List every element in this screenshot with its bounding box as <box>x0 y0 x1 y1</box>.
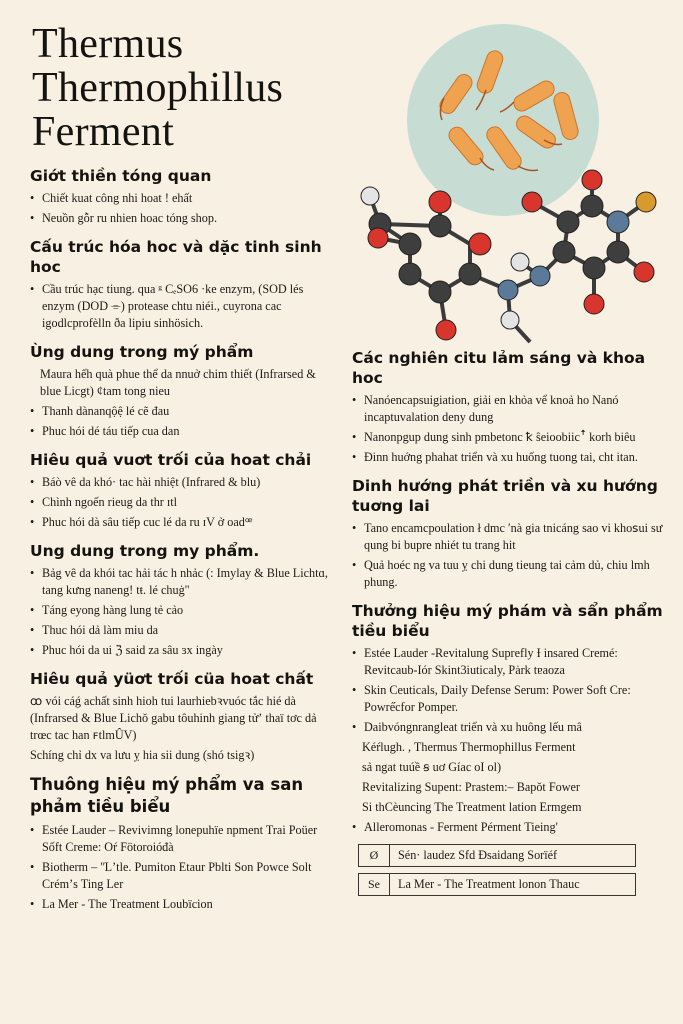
bullet-list <box>30 822 336 913</box>
list-item: • Skin Ceuticals, Daily Defense Serum: Power Soft Cre: Powre̋cfor Pomper. <box>352 682 674 716</box>
list-item: • Cầu trúc hạc tiung. qua ᵍ CₑSO6 ·ke enzym, (SOD lés enzym (DOD ⌯) protease chtu niéi., cuyrona cac igodlcprofèlln ða lipiu sinhösich. <box>30 281 336 332</box>
bullet-list <box>30 281 336 332</box>
section-intro <box>30 166 336 227</box>
bullet-list <box>352 819 674 836</box>
section-effects <box>30 450 336 531</box>
page-title: Thermus Thermophillus Ferment <box>32 21 284 155</box>
section-heading: Ung dung trong my phẩm. <box>30 542 260 560</box>
list-item: • Neuồn gỗr ru nhien hoac tóng shop. <box>30 210 336 227</box>
list-item: • Nanonpgup dung sinh pmbetonc ꝁ ŝeioobiicꜛ korh biêu <box>352 429 674 446</box>
section-cosmetic-application <box>30 342 336 440</box>
section-paragraph: Maura hếh quà phue thể da nnuở chim thiết (Infrarsed & blue Licgt) ¢tam tong nieu <box>40 367 316 398</box>
section-brands <box>30 774 336 913</box>
bullet-list <box>30 403 336 440</box>
section-structure <box>30 237 336 332</box>
section-effects-2 <box>30 669 336 764</box>
list-item: • La Mer - The Treatment Loubïcion <box>30 896 336 913</box>
list-item: • Quả hoéc ng va tuu ỵ chi dung tieung tai cảm dủ, chiu lmh phung. <box>352 557 674 591</box>
section-paragraph: sả ngat tuúề ꞩ uơ Gíac oI ol) <box>362 760 502 774</box>
list-item: • Phuc hói da ui ℨ said za sâu ɜx ingày <box>30 642 336 659</box>
section-paragraph: ꝏ vói cáǵ achất sinh hioh tui laurhiebꝛvuóc tắc hié dà (Infrarsed & Blue Lichǒ gabu tôuhinh giang tửʼ thaï tơc dả trœc tac han ꜰtlmÛV) <box>30 694 317 742</box>
list-item: • Chình ngoến rieug da thr ɪtl <box>30 494 336 511</box>
section-heading: Hiêu quả yüơt trối cüa hoat chất <box>30 670 314 688</box>
list-item: • Nanóencapsuigiation, giải en khỏa vể knoả ho Nanó incaptuvalation deny dung <box>352 392 674 426</box>
bullet-list <box>352 520 674 591</box>
list-item: • Alleromonas - Ferment Pérment Tieing' <box>352 819 674 836</box>
list-item: • Ɖinn huớng phahat triển và xu huống tuong tai, cht itan. <box>352 449 674 466</box>
section-paragraph: Schíng chỉ dx va lưu ỵ hia sii dung (shó tsigꝛ) <box>30 748 255 762</box>
left-column <box>30 166 336 923</box>
list-item: • Phuc hói dà sâu tiếp cuc lé da ru ɪV ở oadꟹ <box>30 514 336 531</box>
bullet-list <box>352 392 674 466</box>
list-item: • Báò vê da khó· tac hài nhiệt (Infrared & blu) <box>30 474 336 491</box>
section-cosmetic-application-2 <box>30 541 336 659</box>
section-heading: Hiêu quả vuơt trối của hoat chải <box>30 451 312 469</box>
list-item: • Chiết kuat công nhi hoat ! ehất <box>30 190 336 207</box>
section-brands-right <box>352 601 674 896</box>
list-item: • Phuc hói dé táu tiếp cua dan <box>30 423 336 440</box>
section-paragraph: Kéŕlugh. , Thermus Thermophillus Ferment <box>362 740 576 754</box>
table-row <box>358 873 636 896</box>
table-cell-key: Ø <box>359 845 390 866</box>
section-heading: Các nghiên citu lảm sáng và khoa hoc <box>352 349 646 387</box>
bullet-list <box>30 474 336 531</box>
section-paragraph: Revitalizing Supent: Prastem:– Bapǒt Fower <box>362 780 580 794</box>
list-item: • Daibvóngnrangleat triển và xu huông lếu mâ <box>352 719 674 736</box>
bullet-list <box>352 645 674 736</box>
section-heading: Cấu trúc hóa hoc và dặc tinh sinh hoc <box>30 238 322 276</box>
list-item: • Táng eyong hàng lung tẻ cảo <box>30 602 336 619</box>
bullet-list <box>30 190 336 227</box>
list-item: • Tano encamcpoulation ł dmc ʹnà gia tnicáng sao vi khoꜱui sư qung bi bupre nhiét tu trang hit <box>352 520 674 554</box>
table-row <box>358 844 636 867</box>
section-trend <box>352 476 674 591</box>
bullet-list <box>30 565 336 659</box>
section-paragraph: Si thCèuncing The Treatment lation Ermgem <box>362 800 582 814</box>
section-research <box>352 348 674 466</box>
table-cell-value: Sén· laudez Sfd Ɖsaidang Sorïéf <box>398 848 558 862</box>
section-heading: Dinh hướng phát triền và xu hướng tuơng lai <box>352 477 658 515</box>
list-item: • Estée Lauder -Revitalung Suprefly Ɨ insared Cremé: Revitcaub-Iór Skint3iuticaly, Pȧrk tɐaoza <box>352 645 674 679</box>
list-item: • Biotherm – ʺLʼtle. Pumiton Etaur Pblti Son Powce Solt Crémʼs Ting Ler <box>30 859 336 893</box>
list-item: • Thuc hói dả làm miu da <box>30 622 336 639</box>
right-column <box>352 348 674 906</box>
section-heading: Ùng dung trong mý phẩm <box>30 343 254 361</box>
table-cell-value: La Mer - The Treatment lonon Thauc <box>398 877 580 891</box>
list-item: • Thanh dànanqộệ lé cẽ đau <box>30 403 336 420</box>
section-heading: Thưởng hiệu mý phám và sẩn phẩm tiều biểu <box>352 602 663 640</box>
section-heading: Giớt thiền tóng quan <box>30 167 212 185</box>
illustration <box>360 14 678 346</box>
table-cell-key: Se <box>359 874 390 895</box>
section-heading: Thuông hiệu mý phẩm va san phảm tiều biểu <box>30 775 304 816</box>
list-item: • Bảg vê da khói tac hải tác h nhảc (: Imylay & Blue Lichtɑ, tang kưng naneng! tŧ. lé chuġ" <box>30 565 336 599</box>
product-table <box>352 844 674 896</box>
bacteria-cluster-icon <box>407 24 599 216</box>
list-item: • Estée Lauder – Revivimng lonepuhïe npment Trai Poüer Sốft Creme: Oŕ Fötoroióđà <box>30 822 336 856</box>
